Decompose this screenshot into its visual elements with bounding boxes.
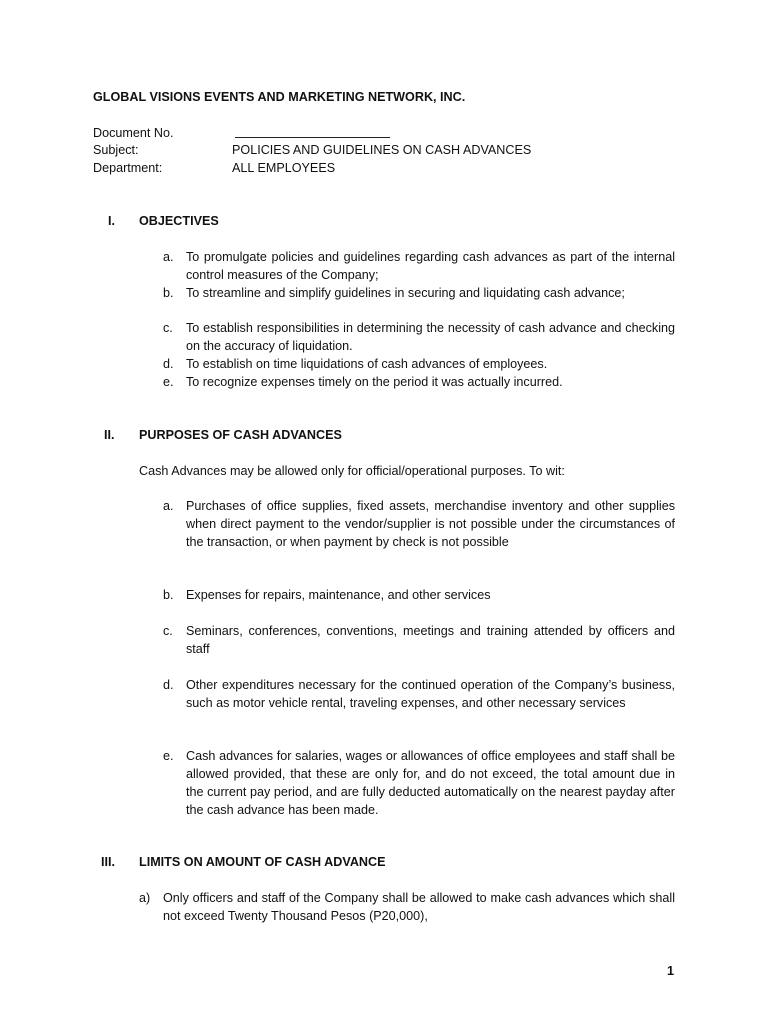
list-item (139, 284, 675, 302)
list-item-text: To establish on time liquidations of cash advances of employees. (186, 357, 548, 371)
list-item-text: Only officers and staff of the Company shall be allowed to make cash advances which shall not exceed Twenty Thousand Pesos (P20,000), (163, 891, 675, 923)
list-marker: a) (139, 891, 151, 905)
department-label: Department: (93, 161, 163, 175)
list-marker: c. (163, 321, 173, 335)
section-number: II. (104, 428, 115, 442)
section-title: OBJECTIVES (139, 214, 219, 228)
document-no-label: Document No. (93, 126, 174, 140)
list-item (139, 497, 675, 551)
company-name: GLOBAL VISIONS EVENTS AND MARKETING NETWORK, INC. (93, 90, 466, 104)
subject-label: Subject: (93, 143, 139, 157)
page-number: 1 (666, 964, 674, 978)
list-item-text: Seminars, conferences, conventions, meetings and training attended by officers and staff (186, 624, 675, 656)
list-item-text: Other expenditures necessary for the continued operation of the Company’s business, such as motor vehicle rental, traveling expenses, and other necessary services (186, 678, 675, 710)
list-marker: a. (163, 250, 174, 264)
list-item (139, 373, 675, 391)
list-item (139, 889, 675, 925)
document-no-blank-line (235, 137, 390, 138)
list-item-text: To promulgate policies and guidelines regarding cash advances as part of the internal control measures of the Company; (186, 250, 675, 282)
section-title: PURPOSES OF CASH ADVANCES (139, 428, 342, 442)
list-item (139, 622, 675, 658)
list-item (139, 676, 675, 712)
list-item-text: To establish responsibilities in determining the necessity of cash advance and checking on the accuracy of liquidation. (186, 321, 675, 353)
list-item (139, 747, 675, 819)
section-title: LIMITS ON AMOUNT OF CASH ADVANCE (139, 855, 386, 869)
list-marker: c. (163, 624, 173, 638)
list-item-text: To streamline and simplify guidelines in securing and liquidating cash advance; (186, 286, 625, 300)
list-item-text: Expenses for repairs, maintenance, and other services (186, 588, 491, 602)
list-item (139, 355, 675, 373)
list-marker: b. (163, 286, 174, 300)
list-marker: e. (163, 749, 174, 763)
section-number: III. (101, 855, 115, 869)
section-number: I. (108, 214, 115, 228)
list-item (139, 319, 675, 355)
section-heading (0, 853, 768, 871)
list-marker: d. (163, 357, 174, 371)
list-marker: e. (163, 375, 174, 389)
list-marker: a. (163, 499, 174, 513)
list-item-text: Purchases of office supplies, fixed assets, merchandise inventory and other supplies when direct payment to the vendor/supplier is not possible under the circumstances of the transaction, or when payment by check is not possible (186, 499, 675, 549)
list-item (139, 586, 675, 604)
department-value: ALL EMPLOYEES (232, 161, 336, 175)
subject-value: POLICIES AND GUIDELINES ON CASH ADVANCES (232, 143, 532, 157)
list-item-text: To recognize expenses timely on the period it was actually incurred. (186, 375, 563, 389)
section-intro: Cash Advances may be allowed only for official/operational purposes. To wit: (139, 464, 565, 478)
section-heading (0, 426, 768, 444)
list-marker: d. (163, 678, 174, 692)
section-heading (0, 212, 768, 230)
list-item (139, 248, 675, 284)
list-item-text: Cash advances for salaries, wages or allowances of office employees and staff shall be allowed provided, that these are only for, and do not exceed, the total amount due in the current pay period, and are fully deducted automatically on the nearest payday after the cash advance has been made. (186, 749, 675, 817)
list-marker: b. (163, 588, 174, 602)
